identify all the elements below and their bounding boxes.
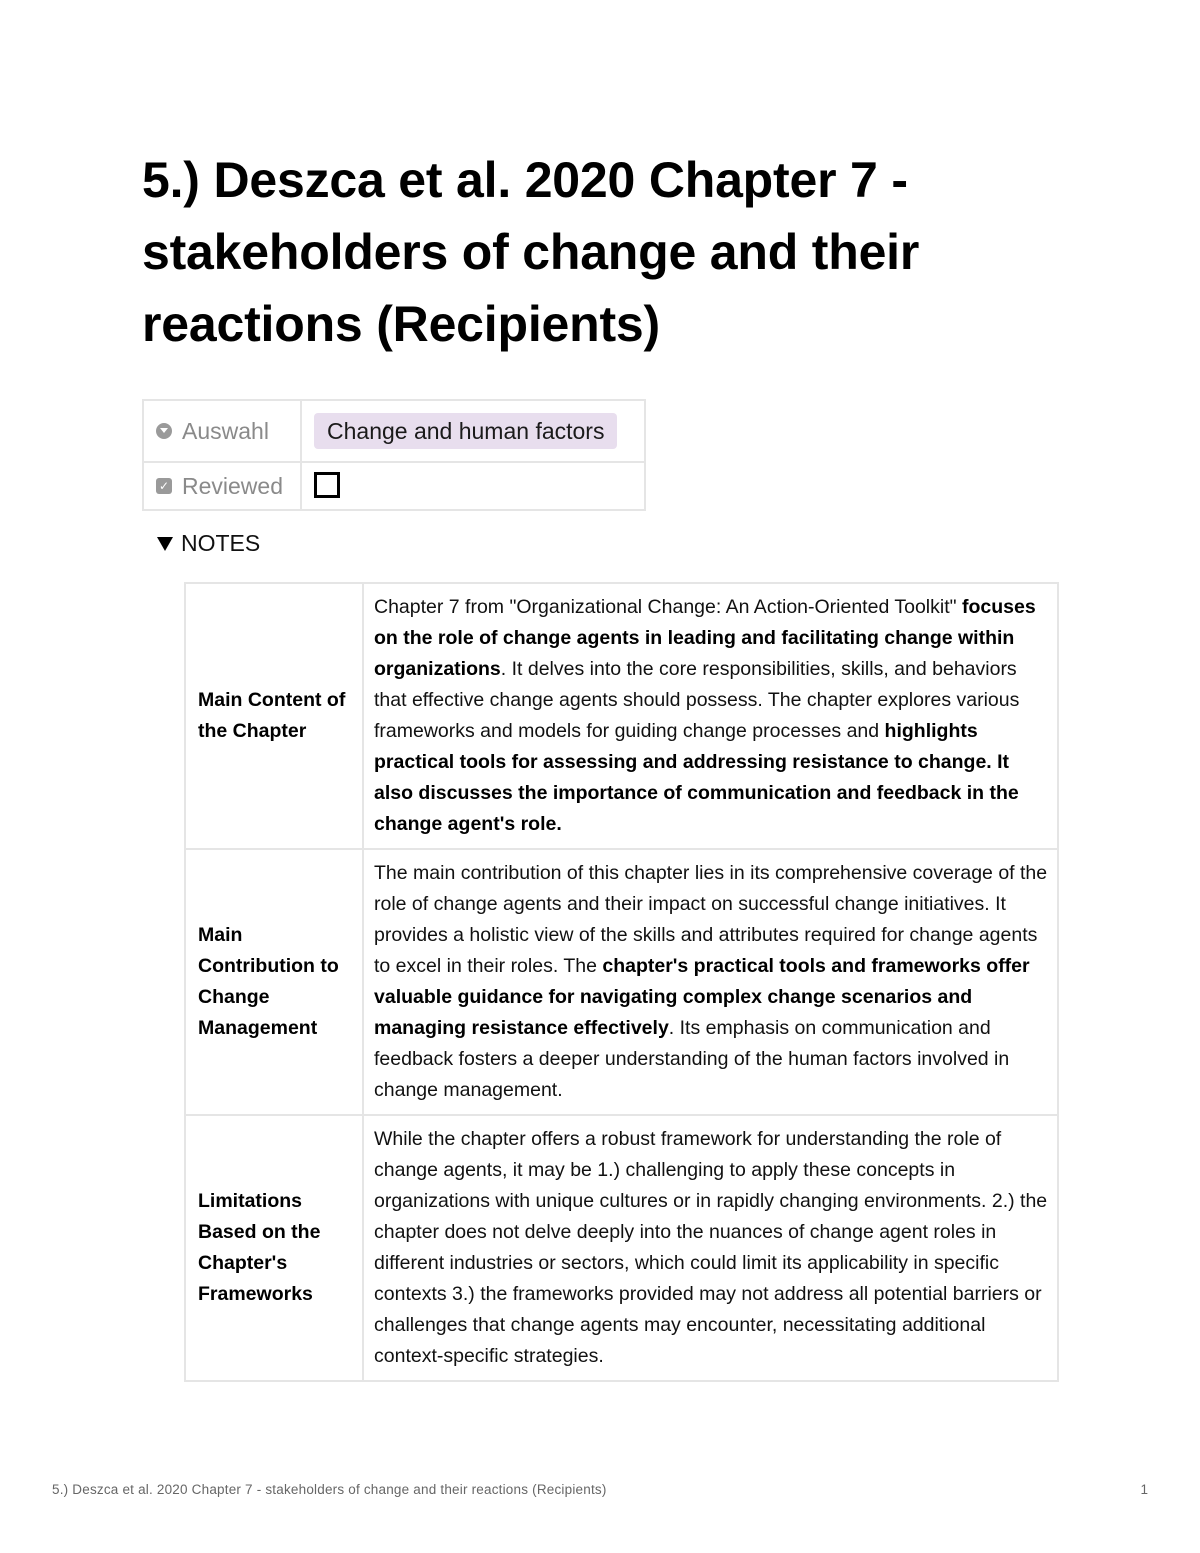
bold-segment: focuses on the role of change agents in leading and facilitating change within organizations: [374, 596, 1036, 680]
row-header-limitations: Limitations Based on the Chapter's Frameworks: [185, 1115, 363, 1381]
auswahl-tag[interactable]: Change and human factors: [314, 413, 617, 449]
text-segment: . Its emphasis on communication and feedback fosters a deeper understanding of the human factors involved in change management.: [374, 1017, 1010, 1101]
triangle-down-icon: [157, 537, 173, 551]
checkbox-property-icon: ✓: [156, 478, 172, 494]
reviewed-checkbox[interactable]: [314, 472, 340, 498]
text-segment: . It delves into the core responsibilities, skills, and behaviors that effective change agents should possess. The chapter explores various frameworks and models for guiding change processes and: [374, 658, 1020, 742]
notes-toggle-label: NOTES: [181, 530, 261, 556]
property-name-auswahl: [143, 400, 301, 462]
select-icon: [156, 423, 172, 439]
table-row: [185, 849, 1058, 1115]
footer-title: 5.) Deszca et al. 2020 Chapter 7 - stakeholders of change and their reactions (Recipients): [52, 1482, 607, 1497]
property-name-reviewed: [143, 462, 301, 510]
row-body-main-contribution: [363, 849, 1058, 1115]
page-number: 1: [1140, 1482, 1148, 1497]
auswahl-label: Auswahl: [182, 417, 269, 444]
property-row-reviewed: [143, 462, 645, 510]
page-title: 5.) Deszca et al. 2020 Chapter 7 - stakeholders of change and their reactions (Recipients): [142, 152, 920, 352]
property-row-auswahl: [143, 400, 645, 462]
table-row: [185, 1115, 1058, 1381]
row-header-main-contribution: Main Contribution to Change Management: [185, 849, 363, 1115]
notes-table: [184, 582, 1059, 1382]
reviewed-label: Reviewed: [182, 472, 283, 499]
table-row: [185, 583, 1058, 849]
properties-table: [142, 399, 646, 511]
property-value-auswahl[interactable]: [301, 400, 645, 462]
text-segment: The main contribution of this chapter lies in its comprehensive coverage of the role of change agents and their impact on successful change initiatives. It provides a holistic view of the skills and attributes required for change agents to excel in their roles. The: [374, 862, 1048, 977]
text-segment: Chapter 7 from "Organizational Change: An Action-Oriented Toolkit": [374, 596, 962, 618]
row-body-main-content: [363, 583, 1058, 849]
bold-segment: highlights practical tools for assessing and addressing resistance to change. It also discusses the importance of communication and feedback in the change agent's role.: [374, 720, 1019, 835]
bold-segment: chapter's practical tools and frameworks offer valuable guidance for navigating complex change scenarios and managing resistance effectively: [374, 955, 1030, 1039]
row-body-limitations: [363, 1115, 1058, 1381]
property-value-reviewed[interactable]: [301, 462, 645, 510]
row-header-main-content: Main Content of the Chapter: [185, 583, 363, 849]
notes-toggle[interactable]: [157, 530, 260, 557]
text-segment: While the chapter offers a robust framework for understanding the role of change agents, it may be 1.) challenging to apply these concepts in organizations with unique cultures or in rapidly changing environments. 2.) the chapter does not delve deeply into the nuances of change agent roles in different industries or sectors, which could limit its applicability in specific contexts 3.) the frameworks provided may not address all potential barriers or challenges that change agents may encounter, necessitating additional context-specific strategies.: [374, 1128, 1048, 1367]
